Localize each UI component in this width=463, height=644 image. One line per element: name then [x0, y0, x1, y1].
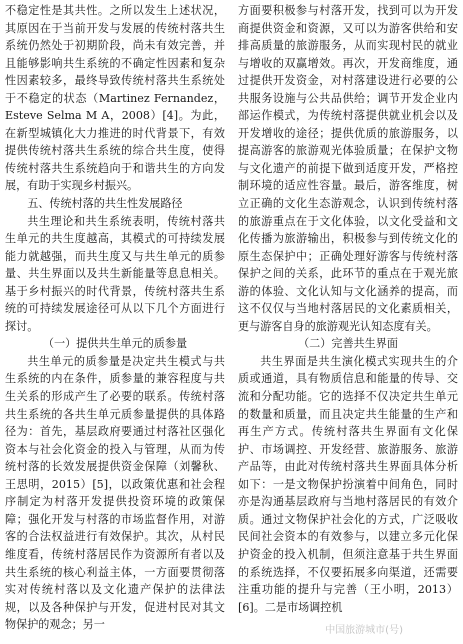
- section-heading: （二）完善共生界面: [298, 337, 398, 351]
- left-column: [5, 2, 225, 634]
- section-heading: 五、传统村落的共生性发展路径: [27, 197, 183, 211]
- right-column: [238, 2, 458, 616]
- paragraph: 不稳定性是其共性。之所以发生上述状况，其原因在于当前开发与发展的传统村落共生系统仍然处于初期阶段，尚未有效完善，并且能够影响共生系统的不确定性因素和复杂性因素较多，最终导致传统村落共生系统处于不稳定的状态（Martinez Fernandez，Esteve Selma M A，2008）[4]。为此，在新型城镇化大力推进的时代背景下，有效提供传统村落共生系统的综合共生度，使得传统村落共生系统趋向于和谐共生的方向发展，有助于实现乡村振兴。: [5, 4, 225, 193]
- watermark: 中国旅游城市(号): [325, 625, 403, 637]
- paragraph: 共生界面是共生演化模式实现共生的介质或通道，具有物质信息和能量的传导、交流和分配功能。它的选择不仅决定共生单元的数量和质量，而且决定共生能量的生产和再生产方式。传统村落共生界面有文化保护、市场调控、开发经营、旅游服务、旅游产品等，由此对传统村落共生界面具体分析如下：一是文物保护扮演着中间角色，同时亦是沟通基层政府与当地村落居民的有效介质。通过文物保护社会化的方式，广泛吸收民间社会资本的有效参与，以建立多元化保护资金的投入机制，但须注意基于共生界面的系统选择，不仅要拓展多向渠道，还需要注重功能的提升与完善（王小明，2013）[6]。二是市场调控机: [238, 354, 458, 614]
- paragraph: 方面要积极参与村落开发，找到可以为开发商提供资金和资源，又可以为游客供给和安排高质量的旅游服务，从而实现村民的就业与增收的双赢增效。再次，开发商维度，通过提供开发资金，对村落建设进行必要的公共服务设施与公共品供给；调节开发企业内部运作模式，为传统村落提供就业机会以及开发增收的途径；提供优质的旅游服务，以提高游客的旅游观光体验质量；在保护文物与文化遗产的前提下做到适度开发，严格控制环境的适应性容量。最后，游客维度，树立正确的文化生态游观念，认识到传统村落的旅游重点在于文化体验，以文化受益和文化传播为旅游输出，积极参与到传统文化的原生态保护中；正确处理好游客与传统村落保护之间的关系，此环节的重点在于观光旅游的体验、文化认知与文化涵养的提高，而这不仅仅与当地村落居民的文化素质相关，更与游客自身的旅游观光认知态度有关。: [238, 4, 458, 333]
- paragraph: 共生理论和共生系统表明，传统村落共生单元的共生度越高，其模式的可持续发展能力就越强，而共生度又与共生单元的质参量、共生界面以及共生新能量等息息相关。基于乡村振兴的时代背景，传统村落共生系统的可持续发展途径可从以下几个方面进行探讨。: [5, 214, 225, 333]
- section-heading: （一）提供共生单元的质参量: [42, 337, 188, 351]
- paragraph: 共生单元的质参量是决定共生模式与共生系统的内在条件，质参量的兼容程度与共生关系的形成产生了必要的联系。传统村落共生系统的各共生单元质参量提供的具体路径为：首先，基层政府要通过村落社区强化资本与社会化资金的投入与管理，从而为传统村落的长效发展提供资金保障（刘馨秋、王思明，2015）[5]，以政策优惠和社会程序制定为村落开发提供投资环境的政策保障；强化开发与村落的市场监督作用，对游客的合法权益进行有效保护。其次，从村民维度看，传统村落居民作为资源所有者以及共生系统的核心利益主体，一方面要贯彻落实对传统村落以及文化遗产保护的法律法规，以及各种保护与开发，促进村民对其文物保护的观念；另一: [5, 354, 225, 632]
